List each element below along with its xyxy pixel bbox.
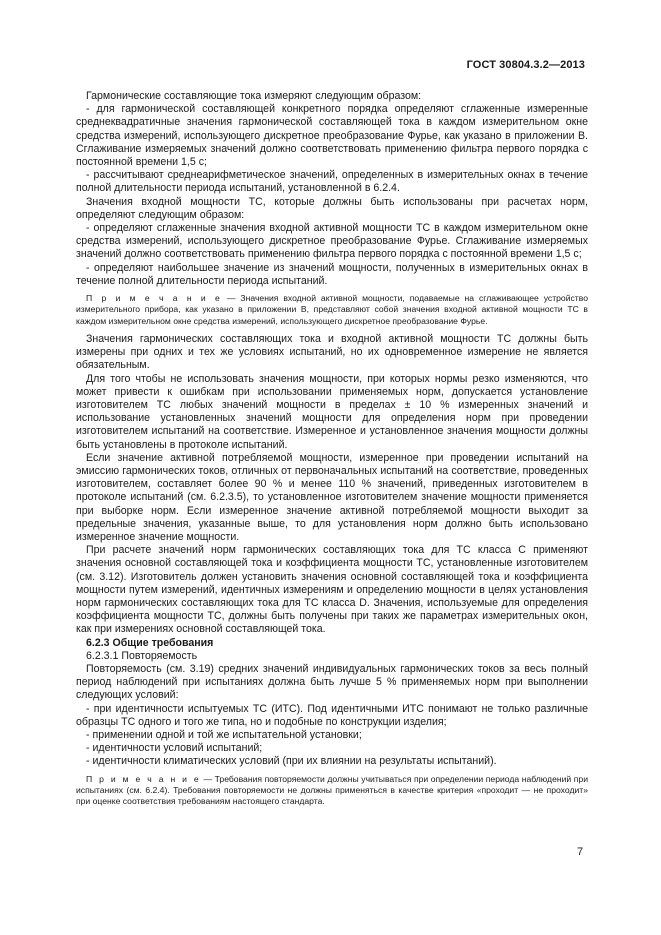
note-text: — Требования повторяемости должны учитываться при определении периода наблюдений при испытаниях (см. 6.2.4). Требования повторяемости не должны применяться в качестве критерия «проходит — не проходит» при оценке соответствия требованиям настоящего стандарта. bbox=[76, 773, 588, 807]
list-item: - идентичности климатических условий (при их влиянии на результаты испытаний). bbox=[86, 755, 497, 768]
section-heading: 6.2.3 Общие требования bbox=[86, 636, 214, 649]
list-item: - для гармонической составляющей конкретного порядка определяют сглаженные измеренные среднеквадратичные значения гармонической составляющей тока в каждом измерительном окне средства измерений, использующего дискретное преобразование Фурье, как указано в приложении В. Сглаживание измеряемых значений должно соответствовать применению фильтра первого порядка с постоянной времени 1,5 с; bbox=[76, 103, 588, 169]
list-item: - идентичности условий испытаний; bbox=[86, 742, 263, 755]
paragraph: Повторяемость (см. 3.19) средних значений индивидуальных гармонических токов за весь полный период наблюдений при испытаниях должна быть лучше 5 % применяемых норм при выполнении следующих условий: bbox=[76, 663, 588, 702]
note-label: П р и м е ч а н и е bbox=[86, 773, 201, 784]
list-item: - определяют наибольшее значение из значений мощности, полученных в измерительных окнах в течение полной длительности периода испытаний. bbox=[76, 261, 588, 287]
paragraph: Значения гармонических составляющих тока и входной активной мощности ТС должны быть измерены при одних и тех же условиях испытаний, но их одновременное измерение не является обязательным. bbox=[76, 332, 588, 372]
paragraph: Для того чтобы не использовать значения мощности, при которых нормы резко изменяются, что может привести к ошибкам при использовании применяемых норм, допускается установление изготовителем ТС любых значений мощности в пределах ± 10 % измеренных значений и использование установленных значений мощности для определения норм при проведении изготовителем испытаний на соответствие. Измеренное и установленное значения мощности должны быть установлены в протоколе испытаний. bbox=[76, 372, 588, 451]
note-text: — Значения входной активной мощности, подаваемые на сглаживающее устройство измерительного прибора, как указано в приложении В, представляют собой значения входной активной мощности ТС в каждом измерительном окне средства измерений, использующего дискретное преобразование Фурье. bbox=[76, 293, 588, 326]
subsection-heading: 6.2.3.1 Повторяемость bbox=[86, 649, 198, 662]
note-label: П р и м е ч а н и е bbox=[86, 293, 223, 304]
paragraph: Если значение активной потребляемой мощности, измеренное при проведении испытаний на эмиссию гармонических токов, отличных от первоначальных испытаний на соответствие, проведенных изготовителем, составляет более 90 % и менее 110 % значений, приведенных изготовителем в протоколе испытаний (см. 6.2.3.5), то установленное изготовителем значение мощности применяется при выборке норм. Если измеренное значение активной потребляемой мощности выходит за предельные значения, указанные выше, то для установления норм должно быть использовано измеренное значение мощности. bbox=[76, 451, 588, 543]
note-1 bbox=[76, 293, 588, 327]
paragraph: Значения входной мощности ТС, которые должны быть использованы при расчетах норм, определяют следующим образом: bbox=[76, 195, 588, 221]
list-item: - применении одной и той же испытательной установки; bbox=[86, 729, 362, 742]
list-item: - определяют сглаженные значения входной активной мощности ТС в каждом измерительном окне средства измерений, использующего дискретное преобразование Фурье. Сглаживание измеряемых значений должно соответствовать применению фильтра первого порядка с постоянной времени 1,5 с; bbox=[76, 222, 588, 261]
list-item: - рассчитывают среднеарифметическое значений, определенных в измерительных окнах в течение полной длительности периода испытаний, установленной в 6.2.4. bbox=[76, 169, 588, 195]
page-number: 7 bbox=[577, 846, 584, 858]
note-2 bbox=[76, 774, 588, 808]
paragraph: При расчете значений норм гармонических составляющих тока для ТС класса С применяют значения основной составляющей тока и коэффициента мощности ТС, установленные изготовителем (см. 3.12). Изготовитель должен установить значения основной составляющей тока и коэффициента мощности путем измерений, идентичных измерениям и определению мощности в целях установления норм гармонических составляющих тока для ТС класса D. Значения, используемые для определения коэффициента мощности ТС, должны быть получены при таких же параметрах измерительных окон, как при измерениях основной составляющей тока. bbox=[76, 544, 588, 636]
list-item: - при идентичности испытуемых ТС (ИТС). Под идентичными ИТС понимают не только различные образцы ТС одного и того же типа, но и подобные по конструкции изделия; bbox=[76, 702, 588, 728]
standard-header: ГОСТ 30804.3.2—2013 bbox=[466, 59, 585, 71]
paragraph: Гармонические составляющие тока измеряют следующим образом: bbox=[86, 90, 422, 102]
document-body bbox=[76, 90, 588, 814]
